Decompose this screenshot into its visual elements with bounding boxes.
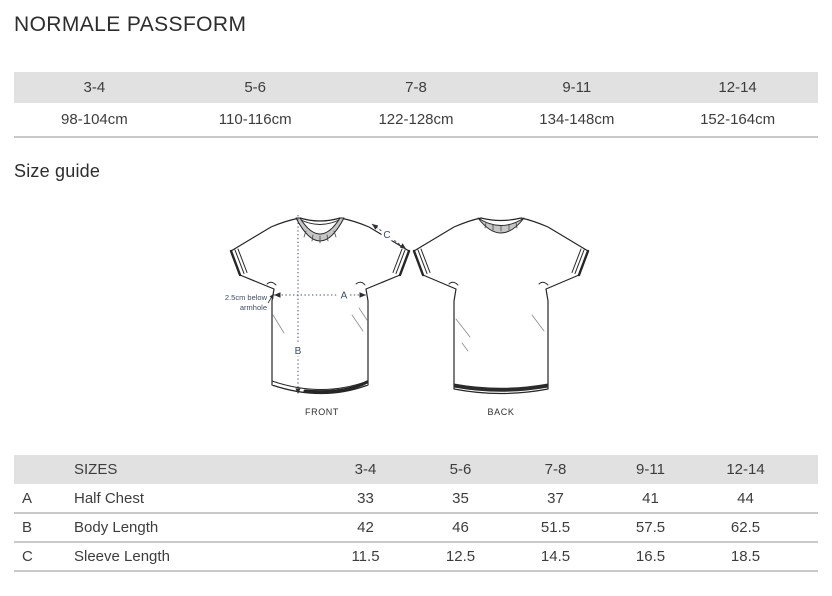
measure-letter-cell: B [14,513,60,542]
measure-value-cell: 57.5 [603,513,698,542]
back-caption: BACK [487,407,515,417]
size-col-header: 7-8 [508,455,603,484]
measurements-header-row [14,455,818,484]
age-col-header: 12-14 [657,72,818,103]
measure-letter-cell: A [14,484,60,513]
measure-label-cell: Body Length [60,513,318,542]
measure-value-cell: 12.5 [413,542,508,571]
measure-value-cell: 46 [413,513,508,542]
measure-value-cell: 37 [508,484,603,513]
page-title: NORMALE PASSFORM [14,13,247,36]
front-caption: FRONT [305,407,339,417]
measure-value-cell: 18.5 [698,542,793,571]
measure-value-cell: 35 [413,484,508,513]
measure-letter-c: C [383,230,391,241]
measure-label-cell: Sleeve Length [60,542,318,571]
sizes-header: SIZES [60,455,318,484]
size-col-header: 9-11 [603,455,698,484]
armhole-note-line2: armhole [239,303,267,312]
spacer-cell [793,455,818,484]
measure-row-body-length [14,513,818,542]
age-col-header: 3-4 [14,72,175,103]
age-col-header: 5-6 [175,72,336,103]
size-col-header: 12-14 [698,455,793,484]
measure-label-cell: Half Chest [60,484,318,513]
back-tshirt-drawing [414,218,588,394]
height-range-cell: 98-104cm [14,103,175,137]
measure-value-cell: 11.5 [318,542,413,571]
measure-value-cell: 14.5 [508,542,603,571]
age-size-table [14,72,818,138]
measure-value-cell: 42 [318,513,413,542]
spacer-cell [793,484,818,513]
measure-value-cell: 51.5 [508,513,603,542]
measure-row-half-chest [14,484,818,513]
tshirt-measurement-diagram [210,203,600,428]
armhole-note-line1: 2.5cm below [224,293,267,302]
size-col-header: 5-6 [413,455,508,484]
height-range-cell: 110-116cm [175,103,336,137]
size-guide-heading: Size guide [14,161,101,181]
age-table-header-row [14,72,818,103]
measure-row-sleeve-length [14,542,818,571]
measure-value-cell: 16.5 [603,542,698,571]
measurements-table [14,455,818,572]
measure-value-cell: 44 [698,484,793,513]
measure-letter-b: B [294,346,302,357]
measure-value-cell: 62.5 [698,513,793,542]
measure-value-cell: 41 [603,484,698,513]
height-range-cell: 134-148cm [496,103,657,137]
measure-letter-a: A [340,290,348,302]
tshirt-diagram-svg [210,203,600,428]
spacer-cell [793,513,818,542]
empty-header-cell [14,455,60,484]
measure-value-cell: 33 [318,484,413,513]
size-col-header: 3-4 [318,455,413,484]
spacer-cell [793,542,818,571]
age-col-header: 9-11 [496,72,657,103]
age-col-header: 7-8 [336,72,497,103]
age-table-height-row [14,103,818,137]
height-range-cell: 152-164cm [657,103,818,137]
measure-letter-cell: C [14,542,60,571]
height-range-cell: 122-128cm [336,103,497,137]
